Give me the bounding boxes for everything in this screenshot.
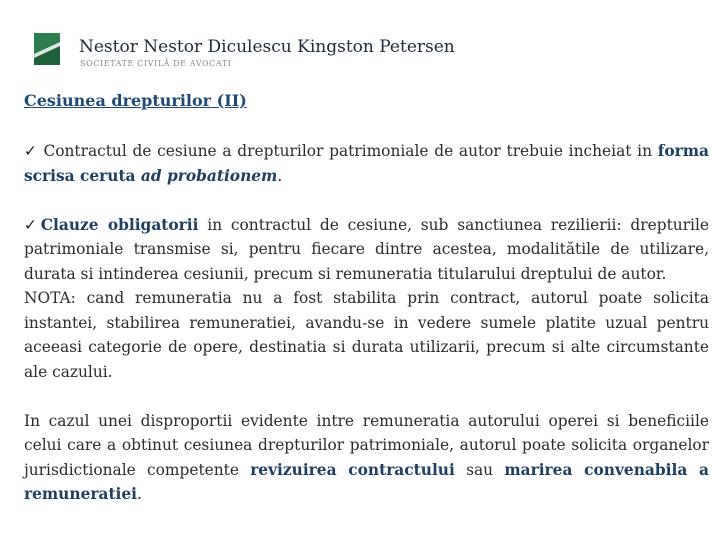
checkmark-icon: ✓ [24,215,41,234]
paragraph-written-form [24,139,709,188]
paragraph-bold-text: Clauze obligatorii [40,215,199,234]
paragraph-bold-text: forma scrisa ceruta [24,142,709,185]
firm-subtitle: SOCIETATE CIVILĂ DE AVOCAȚI [80,59,232,68]
paragraph-bold-text: revizuirea contractului [250,460,455,479]
paragraph-text: in contractul de cesiune, sub sanctiunea rezilierii: drepturile patrimoniale transmise si, pentru fiecare dintre acestea, modalitătile de utilizare, durata si intinderea cesiunii, precum si remuneratia titularului dreptului de autor. [24,215,710,283]
checkmark-icon: ✓ [24,142,38,160]
paragraph-text: In cazul unei disproportii evidente intre remuneratia autorului operei si beneficiile celui care a obtinut cesiunea drepturilor patrimoniale, autorul poate solicita organelor jurisdictionale competente [24,411,709,479]
nndkp-logo-icon [34,33,60,65]
paragraph-text: . [137,485,142,503]
slide-content [24,139,709,507]
paragraph-disproportion [24,409,709,507]
paragraph-bold-text: marirea convenabila a remuneratiei [24,460,709,503]
firm-name: Nestor Nestor Diculescu Kingston Petersen [79,37,455,57]
paragraph-text: Contractul de cesiune a drepturilor patrimoniale de autor trebuie incheiat in [37,142,658,160]
paragraph-text: sau [454,460,505,479]
slide-title: Cesiunea drepturilor (II) [24,91,247,110]
paragraph-mandatory-clauses [24,213,709,287]
paragraph-note [24,286,709,384]
paragraph-bold-italic-text: ad probationem [140,166,278,185]
paragraph-text: . [277,166,283,185]
paragraph-text: NOTA: cand remuneratia nu a fost stabilita prin contract, autorul poate solicita instantei, stabilirea remuneratiei, avandu-se in vedere sumele platite uzual pentru aceeasi categorie de opere, destinatia si durata utilizarii, precum si alte circumstante ale cazului. [24,289,709,381]
